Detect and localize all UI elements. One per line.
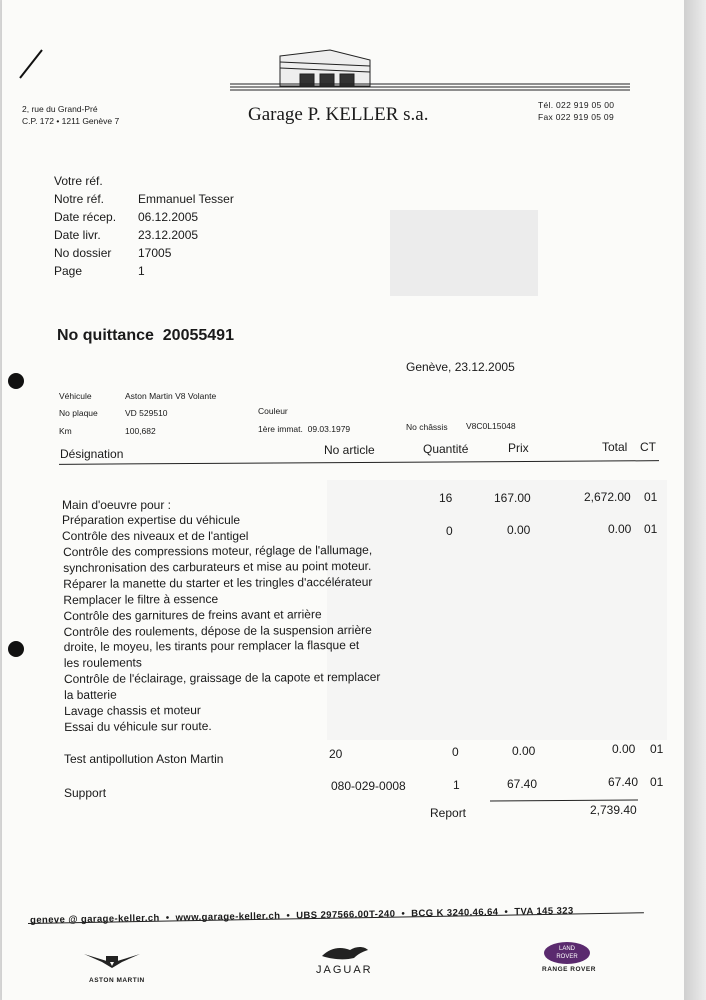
vehicle-label: Véhicule <box>59 391 92 401</box>
ref-row: Page 1 <box>54 264 145 278</box>
report-value: 2,739.40 <box>590 803 637 817</box>
chassis-label: No châssis <box>406 422 448 432</box>
km-label: Km <box>59 426 72 436</box>
labour-line3-total: 0.00 <box>608 522 632 536</box>
item-ct: 01 <box>650 742 664 756</box>
jaguar-leaper-icon <box>320 942 370 964</box>
color-label: Couleur <box>258 406 288 416</box>
place-date: Genève, 23.12.2005 <box>406 360 515 374</box>
reference-block <box>54 172 234 280</box>
punch-hole-icon <box>8 373 24 389</box>
labour-ct: 01 <box>644 490 658 504</box>
labour-line: Essai du véhicule sur route. <box>64 718 212 734</box>
labour-qty: 16 <box>439 491 453 505</box>
land-rover-badge-icon: LAND ROVER <box>544 942 590 964</box>
labour-line: Contrôle des niveaux et de l'antigel <box>62 529 249 543</box>
item-qty: 0 <box>452 745 459 759</box>
column-ct: CT <box>640 440 656 454</box>
ref-row: Notre réf. Emmanuel Tesser <box>54 192 234 206</box>
labour-line: la batterie <box>63 687 117 703</box>
labour-line: synchronisation des carburateurs et mise au point moteur. <box>63 558 372 575</box>
item-article: 20 <box>329 747 343 761</box>
column-price: Prix <box>508 441 529 455</box>
item-qty: 1 <box>453 778 460 792</box>
item-price: 0.00 <box>512 744 536 758</box>
column-total: Total <box>602 440 628 454</box>
ref-row: No dossier 17005 <box>54 246 172 260</box>
labour-total: 2,672.00 <box>584 490 631 504</box>
column-quantity: Quantité <box>423 442 469 456</box>
chassis-value: V8C0L15048 <box>466 421 516 431</box>
ref-row: Date récep. 06.12.2005 <box>54 210 199 224</box>
item-total: 0.00 <box>612 742 636 756</box>
column-article: No article <box>324 443 375 457</box>
labour-line: Lavage chassis et moteur <box>64 703 201 719</box>
labour-line: Contrôle des compressions moteur, réglage de l'allumage, <box>63 542 373 559</box>
address-line-2: C.P. 172 • 1211 Genève 7 <box>22 116 120 126</box>
range-rover-logo: RANGE ROVER <box>542 966 596 973</box>
labour-line: Contrôle de l'éclairage, graissage de la capote et remplacer <box>63 670 381 687</box>
total-rule <box>490 799 638 801</box>
redacted-address-box <box>390 210 538 296</box>
aston-martin-wings-icon <box>82 950 142 970</box>
garage-building-logo <box>230 46 630 100</box>
item-designation: Support <box>64 786 107 800</box>
vehicle-value: Aston Martin V8 Volante <box>125 391 217 401</box>
labour-line: Contrôle des roulements, dépose de la suspension arrière <box>63 622 372 639</box>
punch-hole-icon <box>8 641 24 657</box>
jaguar-logo: JAGUAR <box>316 964 373 976</box>
item-article: 080-029-0008 <box>331 779 406 793</box>
report-label: Report <box>430 806 467 820</box>
invoice-page <box>2 0 684 1000</box>
scan-edge <box>684 0 706 1000</box>
labour-line: droite, le moyeu, les tirants pour remplacer la flasque et <box>63 638 360 655</box>
receipt-number: No quittance 20055491 <box>57 327 234 344</box>
labour-price: 167.00 <box>494 491 531 505</box>
labour-line: Contrôle des garnitures de freins avant et arrière <box>63 606 322 623</box>
pen-mark-icon <box>16 46 46 82</box>
labour-line: les roulements <box>63 655 142 671</box>
footer-contact-line: geneve @ garage-keller.ch • www.garage-keller.ch • UBS 297566.00T-240 • BCG K 3240.46.64 • TVA 145 323 <box>30 905 574 926</box>
item-total: 67.40 <box>608 775 639 789</box>
labour-line3-ct: 01 <box>644 522 658 536</box>
header-rule <box>59 460 659 465</box>
item-designation: Test antipollution Aston Martin <box>64 752 224 766</box>
labour-line: Réparer la manette du starter et les tringles d'accélérateur <box>63 574 373 591</box>
item-ct: 01 <box>650 775 664 789</box>
column-designation: Désignation <box>60 447 124 461</box>
labour-title: Main d'oeuvre pour : <box>62 498 172 512</box>
labour-detail-lines <box>63 543 381 736</box>
labour-line: Remplacer le filtre à essence <box>63 591 219 607</box>
first-registration: 1ère immat. 09.03.1979 <box>258 424 351 434</box>
aston-martin-logo: ASTON MARTIN <box>89 977 145 984</box>
phone-number: Tél. 022 919 05 00 <box>538 100 615 110</box>
labour-line3-qty: 0 <box>446 524 453 538</box>
labour-line3-price: 0.00 <box>507 523 531 537</box>
address-line-1: 2, rue du Grand-Pré <box>22 104 98 114</box>
plate-value: VD 529510 <box>125 408 168 418</box>
fax-number: Fax 022 919 05 09 <box>538 112 614 122</box>
ref-row: Votre réf. <box>54 174 103 188</box>
plate-label: No plaque <box>59 408 98 418</box>
company-name: Garage P. KELLER s.a. <box>248 104 429 125</box>
labour-line: Préparation expertise du véhicule <box>62 513 241 527</box>
km-value: 100,682 <box>125 426 156 436</box>
item-price: 67.40 <box>507 777 538 791</box>
ref-row: Date livr. 23.12.2005 <box>54 228 199 242</box>
